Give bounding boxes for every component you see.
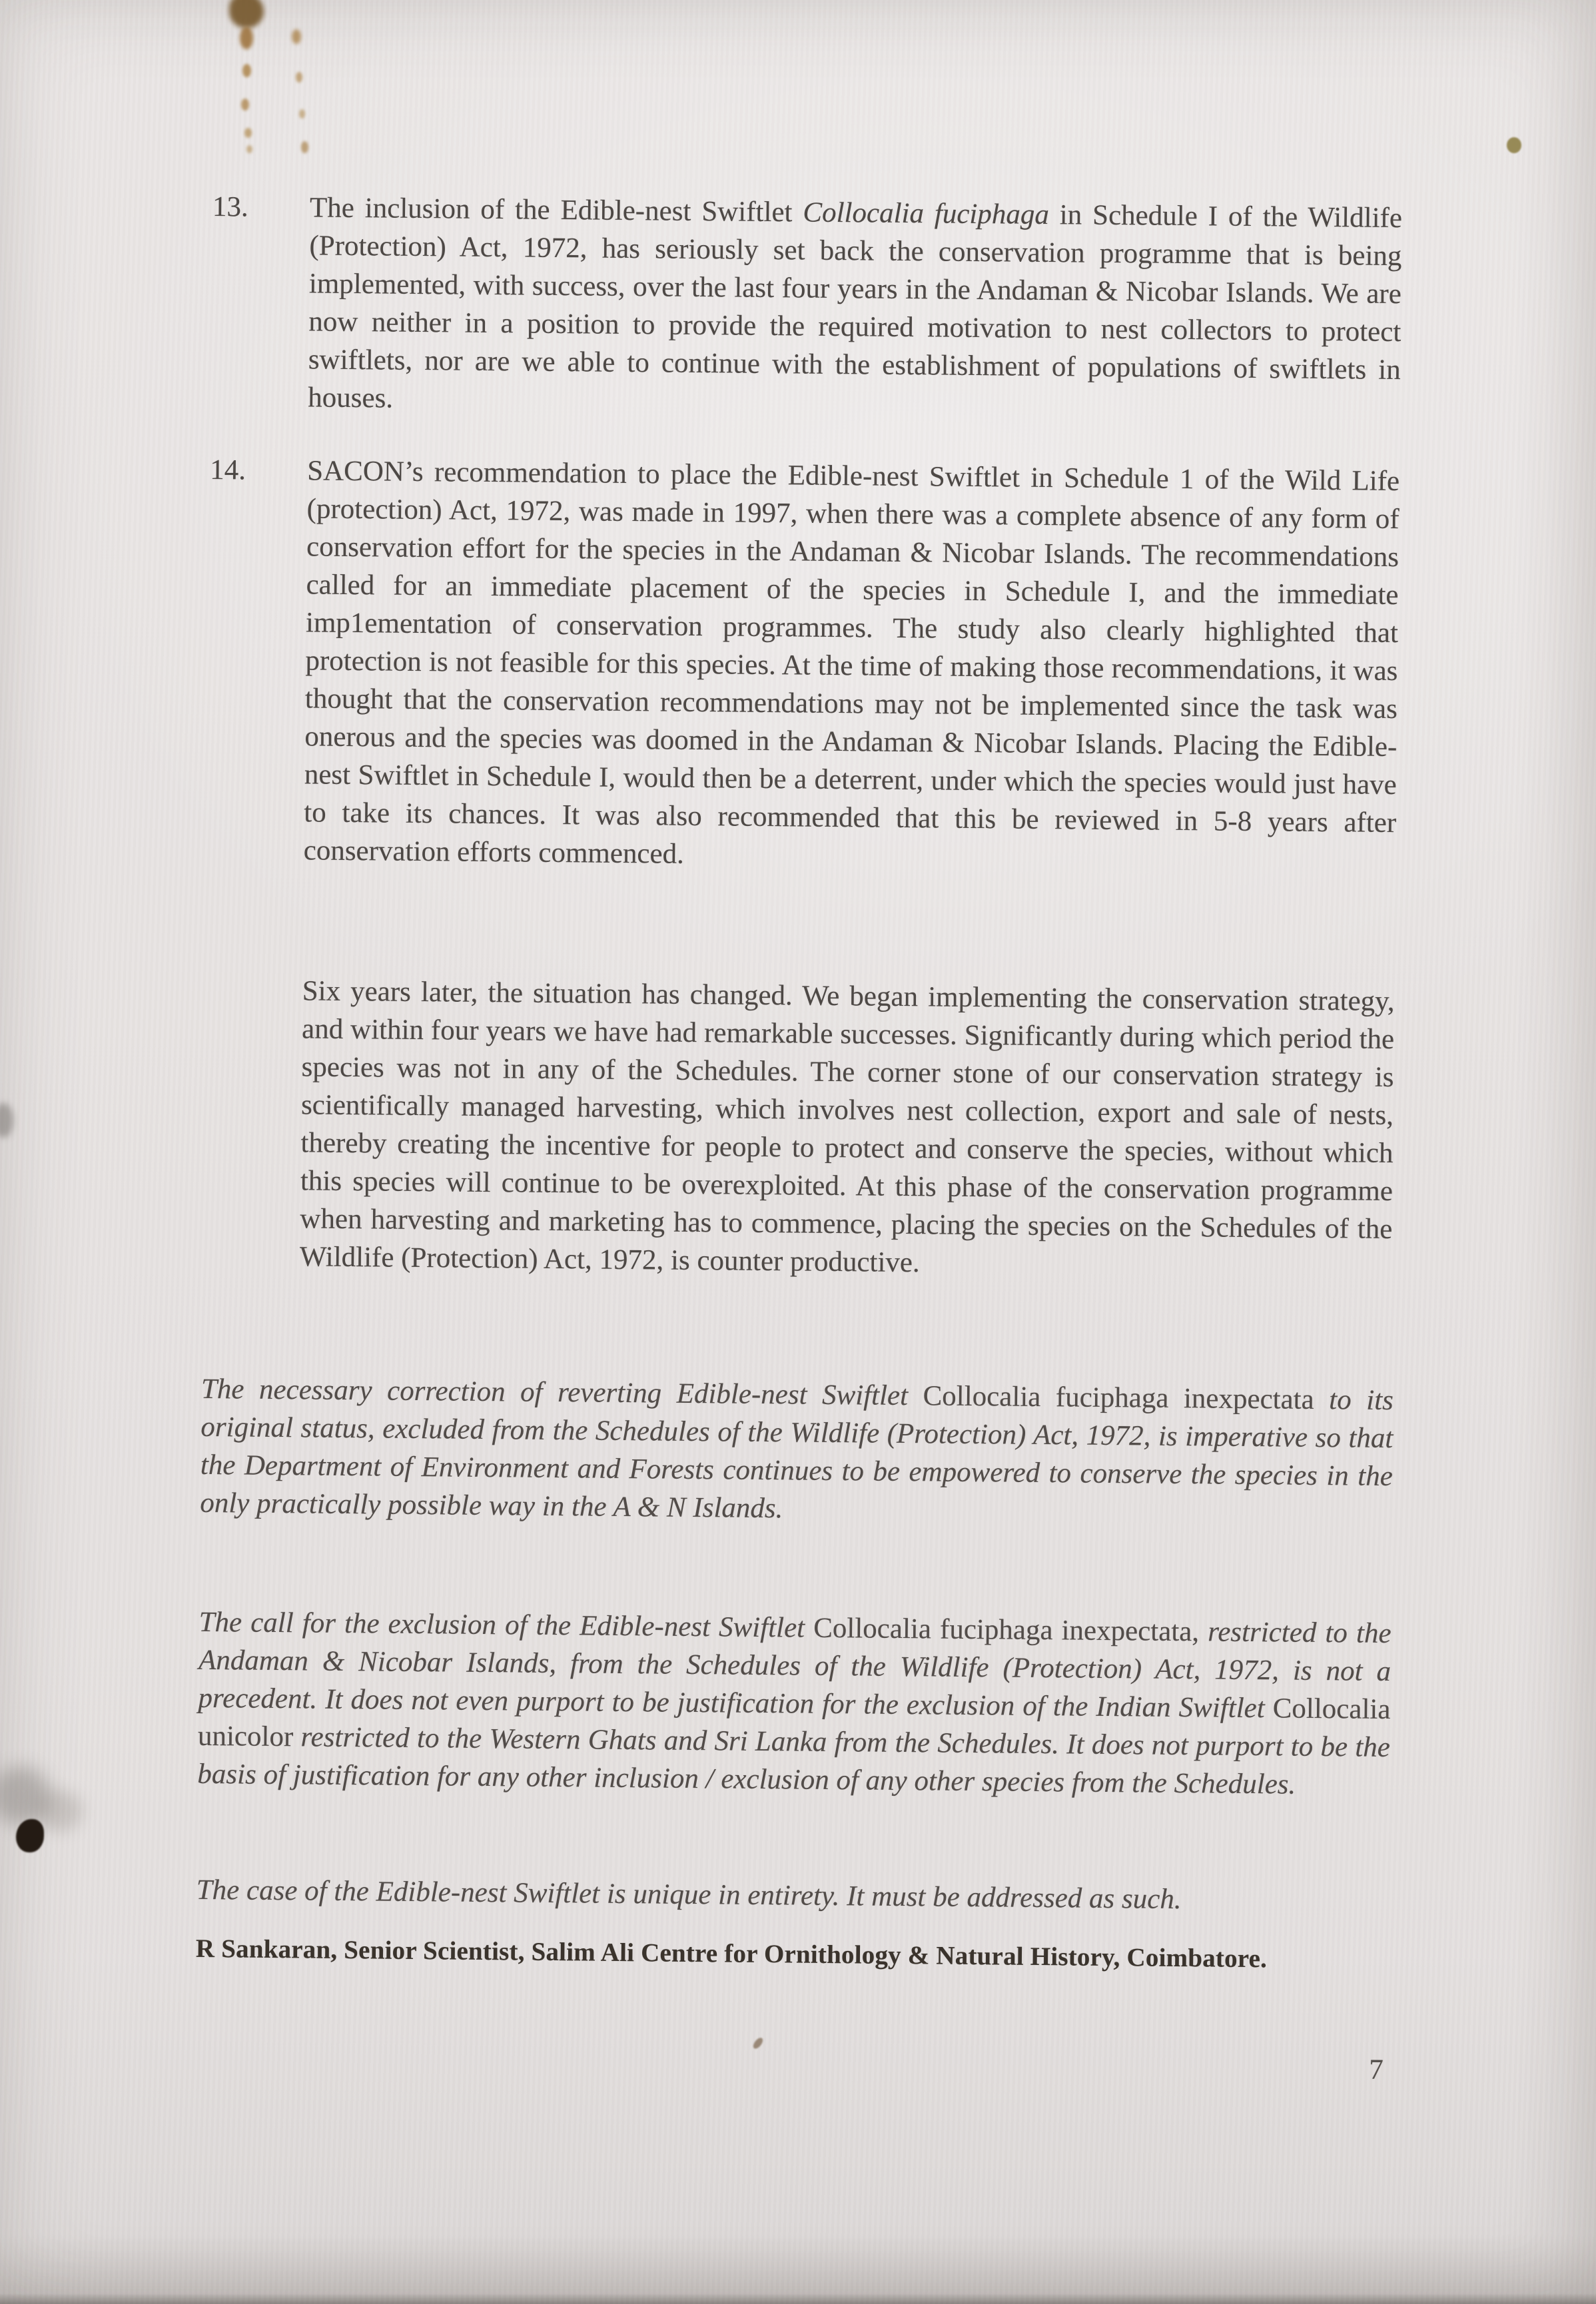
paragraph-13-text [308,189,1402,427]
text-segment: The call for the exclusion of the Edible-nest Swiftlet [199,1606,814,1644]
text-segment: to its original status, excluded from the Schedules of the Wildlife (Protection) Act, 1972, is imperative so that the Department of Environment and Forests continues to be empowered to conserve the species in the only practically possible way in the A & N Islands. [200,1383,1394,1525]
paragraph-14-text [303,452,1399,880]
rust-stain-drip [240,27,253,49]
text-segment: in Schedule I of the Wildlife (Protection) Act, 1972, has seriously set back the conservation programme that is being implemented, with success, over the last four years in the Andaman & Nicobar Islands. We are now neither in a position to provide the required motivation to nest collectors to protect swiftlets, nor are we able to continue with the establishment of populations of swiftlets in houses. [308,199,1403,414]
emphasis-paragraph-1 [200,1370,1394,1533]
emphasis-paragraph-2 [197,1603,1392,1804]
stain-dot-top-right [1507,137,1521,153]
rust-stain-drip [244,128,252,138]
text-segment: restricted to the Andaman & Nicobar Islands, from the Schedules of the Wildlife (Protection) Act, 1972, is not a precedent. It does not even purport to be justification for the exclusion of the Indian Swiftlet [198,1616,1392,1725]
signature-line: R Sankaran, Senior Scientist, Salim Ali Centre for Ornithology & Natural History, Coimbatore. [195,1934,1268,1974]
emphasis-paragraph-3 [196,1871,1428,1921]
rust-stain-drip [299,109,305,119]
rust-stain-drip [242,64,251,77]
ink-spot [16,1819,44,1852]
rust-stain-drip [296,72,302,83]
text-segment: The case of the Edible-nest Swiftlet is unique in entirety. It must be addressed as such. [196,1874,1182,1916]
species-name-italic: Collocalia fuciphaga [803,196,1050,231]
rust-stain-drip [292,29,301,44]
rust-stain-drip [246,145,252,153]
text-segment: The inclusion of the Edible-nest Swiftlet [309,192,803,228]
text-segment: restricted to the Western Ghats and Sri Lanka from the Schedules. It does not purport to be the basis of justification for any other inclusion / exclusion of any other species from the Schedules. [197,1721,1391,1800]
text-segment: Six years later, the situation has changed. We began implementing the conservation strategy, and within four years we have had remarkable successes. Significantly during which period the species was not in any of the Schedules. The corner stone of our conservation strategy is scientifically managed harvesting, which involves nest collection, export and sale of nests, thereby creating the incentive for people to protect and conserve the species, without which this species will continue to be overexploited. At this phase of the conservation programme when harvesting and marketing has to commence, placing the species on the Schedules of the Wildlife (Protection) Act, 1972, is counter productive. [299,975,1395,1279]
page-number: 7 [1369,2054,1384,2086]
text-segment: The necessary correction of reverting Edible-nest Swiftlet [200,1373,923,1412]
paragraph-14-number: 14. [210,454,246,486]
text-segment: SACON’s recommendation to place the Edible-nest Swiftlet in Schedule 1 of the Wild Life (protection) Act, 1972, was made in 1997, when there was a complete absence of any form of conservation effort for the species in the Andaman & Nicobar Islands. The recommendations called for an immediate placement of the species in Schedule I, and the immediate imp1ementation of conservation programmes. The study also clearly highlighted that protection is not feasible for this species. At the time of making those recommendations, it was thought that the conservation recommendations may not be implemented since the task was onerous and the species was doomed in the Andaman & Nicobar Islands. Placing the Edible-nest Swiftlet in Schedule I, would then be a deterrent, under which the species would just have to take its chances. It was also recommended that this be reviewed in 5-8 years after conservation efforts commenced. [303,455,1400,870]
species-name-roman: Collocalia unicolor [197,1693,1391,1753]
species-name-roman: Collocalia fuciphaga inexpectata, [813,1612,1200,1648]
scan-bottom-edge-shadow [0,2293,1596,2304]
paragraph-13-number: 13. [212,191,248,223]
species-name-roman: Collocalia fuciphaga inexpectata [923,1380,1314,1415]
rust-stain-drip [301,141,308,153]
paragraph-six-years [300,972,1395,1286]
paragraph-13 [210,188,1402,427]
paragraph-14 [206,451,1399,880]
rust-stain-drip [241,99,249,111]
